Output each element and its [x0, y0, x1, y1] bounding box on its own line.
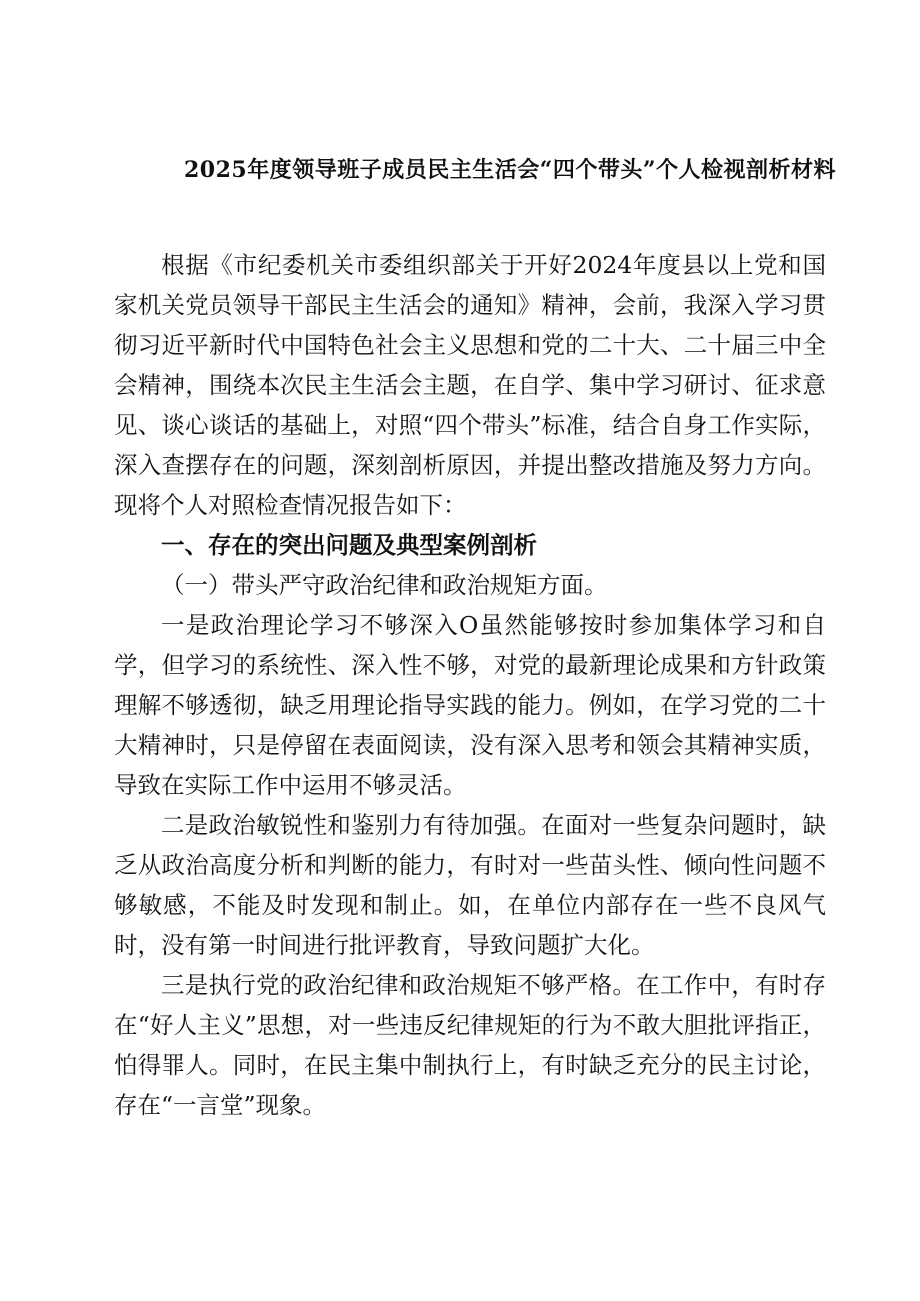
document-body: [114, 245, 826, 1125]
point-paragraph-2: 二是政治敏锐性和鉴别力有待加强。在面对一些复杂问题时，缺乏从政治高度分析和判断的能力，有时对一些苗头性、倾向性问题不够敏感，不能及时发现和制止。如，在单位内部存在一些不良风气时，没有第一时间进行批评教育，导致问题扩大化。: [114, 811, 826, 959]
document-title: 2025年度领导班子成员民主生活会“四个带头”个人检视剖析材料: [183, 157, 837, 183]
intro-paragraph: 根据《市纪委机关市委组织部关于开好2024年度县以上党和国家机关党员领导干部民主生活会的通知》精神，会前，我深入学习贯彻习近平新时代中国特色社会主义思想和党的二十大、二十届三中全会精神，围绕本次民主生活会主题，在自学、集中学习研讨、征求意见、谈心谈话的基础上，对照“四个带头”标准，结合自身工作实际，深入查摆存在的问题，深刻剖析原因，并提出整改措施及努力方向。现将个人对照检查情况报告如下：: [114, 251, 826, 519]
subsection-heading-1: （一）带头严守政治纪律和政治规矩方面。: [161, 571, 608, 599]
point-paragraph-1: 一是政治理论学习不够深入O虽然能够按时参加集体学习和自学，但学习的系统性、深入性不够，对党的最新理论成果和方针政策理解不够透彻，缺乏用理论指导实践的能力。例如，在学习党的二十大精神时，只是停留在表面阅读，没有深入思考和领会其精神实质，导致在实际工作中运用不够灵活。: [114, 611, 826, 799]
section-heading-1: 一、存在的突出问题及典型案例剖析: [161, 531, 537, 559]
point-paragraph-3: 三是执行党的政治纪律和政治规矩不够严格。在工作中，有时存在“好人主义”思想，对一些违反纪律规矩的行为不敢大胆批评指正，怕得罪人。同时，在民主集中制执行上，有时缺乏充分的民主讨论，存在“一言堂”现象。: [114, 971, 826, 1119]
